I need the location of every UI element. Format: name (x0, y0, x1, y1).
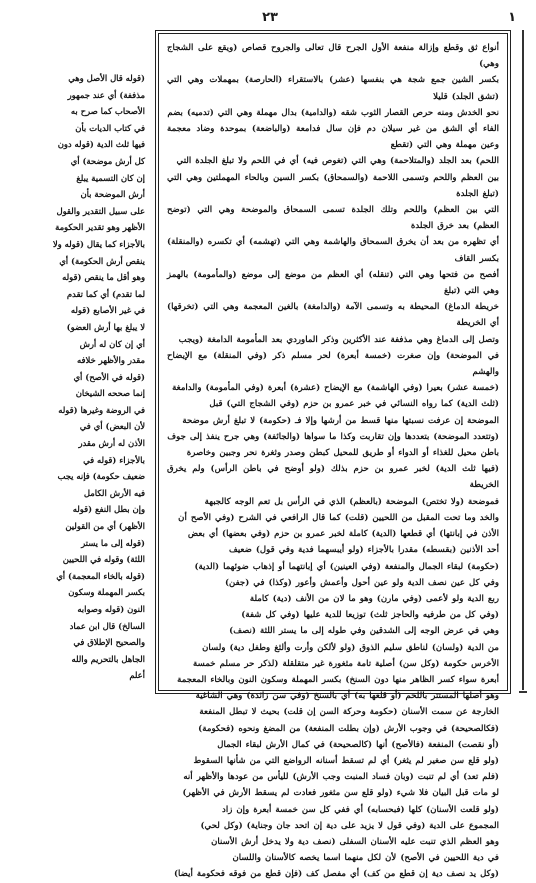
main-text-line: في الموضحة) وإن صغرت (خمسة أبعرة) لحر مسلم ذكر (وفي المنقلة) مع الإيضاح والهشم (167, 350, 499, 378)
main-text-line: التي بين العظم) واللحم وتلك الجلدة تسمى السمحاق والموضحة وهي التي (توضح العظم) بعد خرق الجلدة (167, 205, 499, 232)
main-text-line: أحد الأذنين (بقسطه) مقدرا بالأجزاء (ولو أيبسهما فدية وفي قول) ضعيف (228, 545, 499, 556)
main-text-line: (وكل يد نصف دية إن قطع من كف) أي مفصل كف (فإن قطع من فوقه فحكومة أيضا) (173, 869, 499, 880)
corner-mark: ١ (508, 10, 516, 25)
margin-text-line: الأظهر) أي من القولين (65, 521, 145, 532)
main-text-line: (خمسة عشر) بعيرا (وفي الهاشمة) مع الإيضاح (عشرة) أبعرة (وفي المأمومة) والدامغة (172, 383, 499, 394)
main-text-line: الخارجة عن سمت الأسنان (حكومة وحركة السن إن قلت) بحيث لا تبطل المنفعة (199, 707, 499, 718)
margin-text-line: (قوله بالخاء المعجمة) أي (56, 570, 145, 581)
main-text-line: الموضحة إن عرفت نسبتها منها قسط من أرشها وإلا فـ (حكومة) لا تبلغ أرش موضحة (182, 415, 499, 426)
main-text-frame (155, 30, 511, 880)
margin-text-line: إنما صححه الشيخان (75, 388, 145, 399)
margin-text-line: وهو أقل ما ينقص (قوله (62, 272, 145, 283)
margin-text-line: مذففة) أي عند جمهور (67, 89, 145, 100)
margin-text-line: في كتاب الديات بأن (75, 122, 145, 133)
main-text-line: (ولو قلعت الأسنان) كلها (فبحسابه) أي ففي كل سن خمسة أبعرة وإن زاد (222, 804, 499, 815)
margin-text-line: على سبيل التقدير والقول (56, 205, 145, 216)
main-text-line: (حكومة) لبقاء الجمال والمنفعة (وفي العينين) أي إبانتهما أو إذهاب ضوئهما (الدية) (194, 561, 499, 572)
margin-text-line: أي إن كان له أرش (79, 338, 145, 349)
main-text-line: نحو الخدش ومنه حرص القصار الثوب شقه (والدامية) بدال مهملة وهي التي (تدميه) بضم (167, 107, 499, 118)
main-text-line: الفاء أي الشق من غير سيلان دم فإن سال فدامعة (والباضعة) بموحدة وضاد معجمة وعين مهملة وهي التي (تقطع (167, 124, 499, 151)
margin-text-line: كل أرش موضحة) أي (70, 155, 145, 166)
margin-text-line: (قوله إلى ما يستر (81, 537, 145, 548)
main-text-inner-border (158, 33, 508, 880)
margin-text-line: (قوله في الأصح) أي (73, 371, 145, 382)
margin-text-line: في غير الأصابع (قوله (70, 305, 145, 316)
margin-text-line: وإن بطل النفع (قوله (72, 504, 145, 515)
main-text-line: وهو أصلها المستتر باللحم (أو قلعها به) أي بالسنخ (وفي سن زائدة) وهي الشاغية (195, 691, 499, 702)
main-text-line: خريطة الدماغ) المحيطة به وتسمى الآمة (والدامغة) بالغين المعجمة وهي التي (تخرقها) أي الخريطة (167, 302, 499, 329)
margin-text-line: السالخ) قال ابن عماد (69, 620, 145, 631)
margin-text-line: لأن البعض) أي في (79, 421, 145, 432)
margin-text-line: الأذن له أرش مقدر (78, 438, 145, 449)
main-text-line: من الدية (ولسان) لناطق سليم الذوق (ولو لألكن وأرت وألثغ وطفل دية) ولسان (202, 642, 499, 653)
margin-text-line: بكسر المهملة وسكون (68, 587, 145, 598)
margin-text-line: اللثة) وقوله في اللحيين (62, 554, 145, 565)
main-text-line: باطن محيل للغذاء أو الدواء أو طريق للمحيل كبطن وصدر وثغرة نحر وجبين وخاصرة (186, 448, 499, 459)
page-edge-tick (519, 691, 527, 693)
page-header (0, 10, 536, 32)
margin-text-line: فيه الأرش الكامل (83, 487, 145, 498)
main-text-line: فموضحة (ولا تختص) الموضحة (بالعظم) الذي في الرأس بل تعم الوجه كالجبهة (204, 496, 499, 507)
margin-text-line: فيها ثلث الدية (قوله دون (57, 139, 145, 150)
main-text-line: وفي كل عين نصف الدية ولو عين أحول وأعمش وأعور (وكذا) في (جفن) (224, 577, 499, 588)
margin-text-line: الجاهل بالتحريم والله (71, 653, 145, 664)
main-text-line: (وفي كل من طرفيه والحاجز ثلث) توزيعا للدية عليها (وفي كل شفة) (241, 610, 499, 621)
marginal-commentary (28, 70, 145, 681)
margin-text-line: في الروضة وغيرها (قوله (58, 404, 145, 415)
main-text-line: وتصل إلى الدماغ وهي مذففة عند الأكثرين وذكر الماوردي بعد المأمومة الدامغة (ويجب (178, 334, 499, 345)
main-text-line: وهو العظم الذي تنبت عليه الأسنان السفلى (نصف دية ولا يدخل أرش الأسنان (211, 836, 499, 847)
margin-text-line: النون (قوله وصوابه (77, 604, 145, 614)
margin-text-line: مقدر والأظهر خلافه (77, 355, 145, 366)
main-text-line: (فلم تعد) أي لم تنبت (وبان فساد المنبت وجب الأرش) لليأس من عودها والأظهر أنه (183, 772, 499, 783)
main-text-line: بين العظم واللحم وتسمى اللاحمة (والسمحاق) بكسر السين وبالحاء المهملتين وهي التي (تبلغ الجلدة (167, 172, 499, 199)
main-text-line: ربع الدية ولو لأعمى (وفي مارن) وهو ما لان من الأنف (دية) كاملة (249, 593, 499, 604)
main-text-line: بكسر الشين جمع شجة هي بنفسها (عشر) بالاستقراء (الحارصة) بمهملات وهي التي (تشق الجلد) قليلا (167, 75, 499, 102)
main-text-line: الأخرس حكومة (وكل سن) أصلية تامة مثغورة غير متقلقلة (لذكر حر مسلم خمسة (193, 658, 499, 669)
main-text-line: (وتتعدد الموضحة) بتعددها وإن تقاربت وكذا ما سواها (والجائفة) وهي جرح ينفذ إلى جوف (167, 431, 499, 442)
margin-text-line: بالأجزاء (قوله في (83, 454, 145, 465)
margin-text-line: إن كان التسمية يبلغ (76, 172, 145, 183)
margin-text-line: ينقص أرش الحكومة) أي (59, 255, 145, 266)
margin-text-line: والصحيح الإطلاق في (73, 637, 145, 648)
main-text-line: أفصح من فتحها وهي التي (تنقله) أي العظم من موضع إلى موضع (والمأمومة) بالهمز وهي التي (تبلغ (167, 269, 499, 297)
main-text-line: في دية اللحيين في الأصح) لأن لكل منهما اسما يخصه كالأسنان واللسان (232, 853, 499, 864)
main-text-line: (فيها ثلث الدية) لخبر عمرو بن حزم بذلك (ولو أوضح في باطن الرأس) ولم يخرق الخريطة (167, 464, 499, 491)
margin-text-line: أعلم (129, 670, 145, 681)
margin-text-line: أرش الموضحة بأن (80, 189, 145, 200)
marginal-commentary-text (28, 70, 145, 684)
margin-text-line: ضعيف حكومة) فإنه يجب (57, 471, 145, 482)
main-text-line: أنواع ثق وقطع وإزالة منفعة الأول الجرح قال تعالى والجروح قصاص (ويقع على الشجاج وهي) (167, 43, 499, 70)
margin-text-line: بالأجزاء كما يقال (قوله ولا (52, 238, 145, 249)
main-text-line: (فكالصحيحة) في وجوب الأرش (وإن بطلت المنفعة) من المضغ ونحوه (فحكومة) (198, 723, 499, 734)
margin-text-line: (قوله قال الأصل وهي (68, 73, 145, 83)
main-text-line: اللحم) بعد الجلد (والمتلاحمة) وهي التي (تغوص فيه) أي في اللحم ولا تبلغ الجلدة التي (176, 156, 499, 167)
page-number: ٢٣ (262, 10, 278, 25)
main-body-text (167, 40, 499, 883)
page-edge-line (522, 30, 524, 690)
main-text-line: لو مات قبل البيان فلا شيء (ولو قلع سن مثغور فعادت لم يسقط الأرش في الأظهر) (182, 788, 499, 799)
main-text-line: أبعرة سواء كسر الظاهر منها دون السنخ) بكسر المهملة وسكون النون وبالخاء المعجمة (177, 674, 499, 685)
main-text-line: الأذن في إبانتها) أي قطعها (الدية) كاملة لخبر عمرو بن حزم (وفي بعضها) أي بعض (187, 529, 499, 540)
main-text-line: أي تظهره من بعد أن يخرق السمحاق والهاشمة وهي التي (تهشمه) أي تكسره (والمنقلة) بكسر القاف (167, 237, 499, 264)
margin-text-line: الأصحاب كما صرح به (70, 106, 145, 117)
main-text-line: وهي في عرض الوجه إلى الشدقين وفي طوله إلى ما يستر اللثة (نصف) (229, 626, 499, 637)
margin-text-line: لا يبلغ بها أرش العضو) (66, 321, 145, 332)
main-text-line: والخد وما تحت المقبل من اللحيين (قلت) كما قال الرافعي في الشرح (وفي الأصح أن (178, 512, 499, 523)
main-text-line: (ولو قلع سن صغير لم يثغر) أي لم تسقط أسنانه الرواضع التي من شأنها السقوط (193, 755, 499, 766)
main-text-line: (ثلث الدية) كما رواه النسائي في خبر عمرو بن حزم (وفي الشجاج التي) قبل (209, 399, 499, 410)
margin-text-line: لما تقدم) أي كما تقدم (66, 288, 145, 299)
main-text-line: المجموع على الدية (وفي قول لا يزيد على دية إن اتحد جان وجناية) (وكل لحي) (200, 820, 499, 831)
margin-text-line: الأظهر وهو تقدير الحكومة (55, 222, 145, 233)
main-text-line: (أو نقصت) المنفعة (فالأصح) أنها (كالصحيحة) في كمال الأرش لبقاء الجمال (217, 739, 499, 750)
